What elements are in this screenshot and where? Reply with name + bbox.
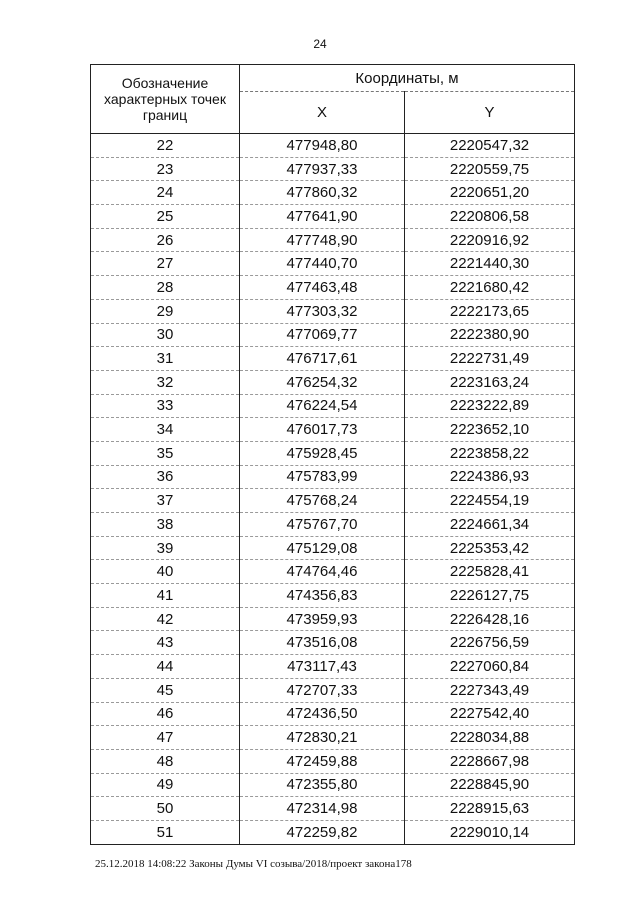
point-number-cell: 35 — [91, 441, 240, 465]
point-number-cell: 50 — [91, 797, 240, 821]
table-row — [91, 820, 575, 844]
point-number-cell: 36 — [91, 465, 240, 489]
table-row — [91, 702, 575, 726]
y-coordinate-cell: 2223222,89 — [405, 394, 575, 418]
x-coordinate-cell: 477641,90 — [240, 205, 405, 229]
point-number-cell: 43 — [91, 631, 240, 655]
table-row — [91, 157, 575, 181]
table-row — [91, 394, 575, 418]
table-row — [91, 607, 575, 631]
y-coordinate-cell: 2225828,41 — [405, 560, 575, 584]
x-coordinate-cell: 472830,21 — [240, 726, 405, 750]
y-coordinate-cell: 2227060,84 — [405, 655, 575, 679]
y-coordinate-cell: 2223858,22 — [405, 441, 575, 465]
x-coordinate-cell: 475768,24 — [240, 489, 405, 513]
x-coordinate-cell: 475767,70 — [240, 513, 405, 537]
x-coordinate-cell: 477860,32 — [240, 181, 405, 205]
y-coordinate-cell: 2221440,30 — [405, 252, 575, 276]
x-coordinate-cell: 477440,70 — [240, 252, 405, 276]
y-coordinate-cell: 2227343,49 — [405, 678, 575, 702]
point-number-cell: 39 — [91, 536, 240, 560]
point-number-cell: 24 — [91, 181, 240, 205]
table-row — [91, 536, 575, 560]
y-coordinate-cell: 2228667,98 — [405, 749, 575, 773]
x-coordinate-cell: 476717,61 — [240, 347, 405, 371]
point-number-cell: 48 — [91, 749, 240, 773]
x-coordinate-cell: 473959,93 — [240, 607, 405, 631]
table-row — [91, 513, 575, 537]
table-row — [91, 441, 575, 465]
x-coordinate-cell: 476017,73 — [240, 418, 405, 442]
x-coordinate-cell: 477463,48 — [240, 276, 405, 300]
point-number-cell: 32 — [91, 370, 240, 394]
table-row — [91, 418, 575, 442]
x-coordinate-cell: 473516,08 — [240, 631, 405, 655]
point-number-cell: 27 — [91, 252, 240, 276]
table-row — [91, 323, 575, 347]
y-coordinate-cell: 2220547,32 — [405, 134, 575, 158]
point-number-cell: 28 — [91, 276, 240, 300]
y-coordinate-cell: 2223652,10 — [405, 418, 575, 442]
x-coordinate-cell: 475928,45 — [240, 441, 405, 465]
table-row — [91, 560, 575, 584]
table-row — [91, 489, 575, 513]
x-coordinate-cell: 472459,88 — [240, 749, 405, 773]
x-coordinate-cell: 475783,99 — [240, 465, 405, 489]
y-coordinate-cell: 2222173,65 — [405, 299, 575, 323]
table-row — [91, 347, 575, 371]
y-coordinate-cell: 2220806,58 — [405, 205, 575, 229]
x-coordinate-cell: 472355,80 — [240, 773, 405, 797]
y-coordinate-cell: 2226756,59 — [405, 631, 575, 655]
y-coordinate-cell: 2228845,90 — [405, 773, 575, 797]
point-number-cell: 22 — [91, 134, 240, 158]
x-coordinate-cell: 474764,46 — [240, 560, 405, 584]
y-coordinate-cell: 2222731,49 — [405, 347, 575, 371]
x-coordinate-cell: 477303,32 — [240, 299, 405, 323]
table-row — [91, 205, 575, 229]
point-number-cell: 31 — [91, 347, 240, 371]
point-number-cell: 44 — [91, 655, 240, 679]
y-coordinate-cell: 2221680,42 — [405, 276, 575, 300]
y-coordinate-cell: 2220651,20 — [405, 181, 575, 205]
table-row — [91, 181, 575, 205]
point-number-cell: 38 — [91, 513, 240, 537]
y-coordinate-cell: 2228915,63 — [405, 797, 575, 821]
table-row — [91, 134, 575, 158]
table-row — [91, 631, 575, 655]
table-row — [91, 228, 575, 252]
table-body — [91, 134, 575, 845]
x-coordinate-cell: 476254,32 — [240, 370, 405, 394]
y-coordinate-cell: 2224554,19 — [405, 489, 575, 513]
y-coordinate-cell: 2223163,24 — [405, 370, 575, 394]
y-coordinate-cell: 2220916,92 — [405, 228, 575, 252]
x-coordinate-cell: 477748,90 — [240, 228, 405, 252]
y-coordinate-cell: 2224661,34 — [405, 513, 575, 537]
x-coordinate-cell: 473117,43 — [240, 655, 405, 679]
table-row — [91, 299, 575, 323]
y-column-header: Y — [405, 92, 575, 134]
point-number-cell: 41 — [91, 584, 240, 608]
point-number-cell: 34 — [91, 418, 240, 442]
point-number-cell: 29 — [91, 299, 240, 323]
y-coordinate-cell: 2226127,75 — [405, 584, 575, 608]
y-coordinate-cell: 2224386,93 — [405, 465, 575, 489]
table-row — [91, 276, 575, 300]
coordinates-group-header: Координаты, м — [240, 65, 575, 92]
x-coordinate-cell: 472436,50 — [240, 702, 405, 726]
table-row — [91, 655, 575, 679]
point-number-cell: 45 — [91, 678, 240, 702]
y-coordinate-cell: 2229010,14 — [405, 820, 575, 844]
point-number-cell: 40 — [91, 560, 240, 584]
x-coordinate-cell: 477948,80 — [240, 134, 405, 158]
table-row — [91, 252, 575, 276]
table-row — [91, 726, 575, 750]
coordinates-table — [90, 64, 575, 845]
table-row — [91, 749, 575, 773]
page-number: 24 — [313, 37, 327, 51]
table-row — [91, 584, 575, 608]
x-column-header: X — [240, 92, 405, 134]
point-column-header: Обозначение характерных точек границ — [91, 65, 240, 134]
point-number-cell: 37 — [91, 489, 240, 513]
y-coordinate-cell: 2227542,40 — [405, 702, 575, 726]
x-coordinate-cell: 472707,33 — [240, 678, 405, 702]
point-number-cell: 33 — [91, 394, 240, 418]
y-coordinate-cell: 2225353,42 — [405, 536, 575, 560]
y-coordinate-cell: 2226428,16 — [405, 607, 575, 631]
table-row — [91, 678, 575, 702]
x-coordinate-cell: 474356,83 — [240, 584, 405, 608]
point-number-cell: 25 — [91, 205, 240, 229]
x-coordinate-cell: 477069,77 — [240, 323, 405, 347]
point-number-cell: 42 — [91, 607, 240, 631]
point-number-cell: 23 — [91, 157, 240, 181]
y-coordinate-cell: 2222380,90 — [405, 323, 575, 347]
table-row — [91, 465, 575, 489]
table-row — [91, 797, 575, 821]
x-coordinate-cell: 477937,33 — [240, 157, 405, 181]
table-row — [91, 370, 575, 394]
y-coordinate-cell: 2220559,75 — [405, 157, 575, 181]
point-number-cell: 46 — [91, 702, 240, 726]
point-number-cell: 49 — [91, 773, 240, 797]
point-number-cell: 51 — [91, 820, 240, 844]
x-coordinate-cell: 472314,98 — [240, 797, 405, 821]
x-coordinate-cell: 476224,54 — [240, 394, 405, 418]
table-row — [91, 773, 575, 797]
x-coordinate-cell: 472259,82 — [240, 820, 405, 844]
x-coordinate-cell: 475129,08 — [240, 536, 405, 560]
footer-stamp: 25.12.2018 14:08:22 Законы Думы VI созыва/2018/проект закона178 — [95, 858, 412, 870]
point-number-cell: 30 — [91, 323, 240, 347]
y-coordinate-cell: 2228034,88 — [405, 726, 575, 750]
point-number-cell: 47 — [91, 726, 240, 750]
point-number-cell: 26 — [91, 228, 240, 252]
